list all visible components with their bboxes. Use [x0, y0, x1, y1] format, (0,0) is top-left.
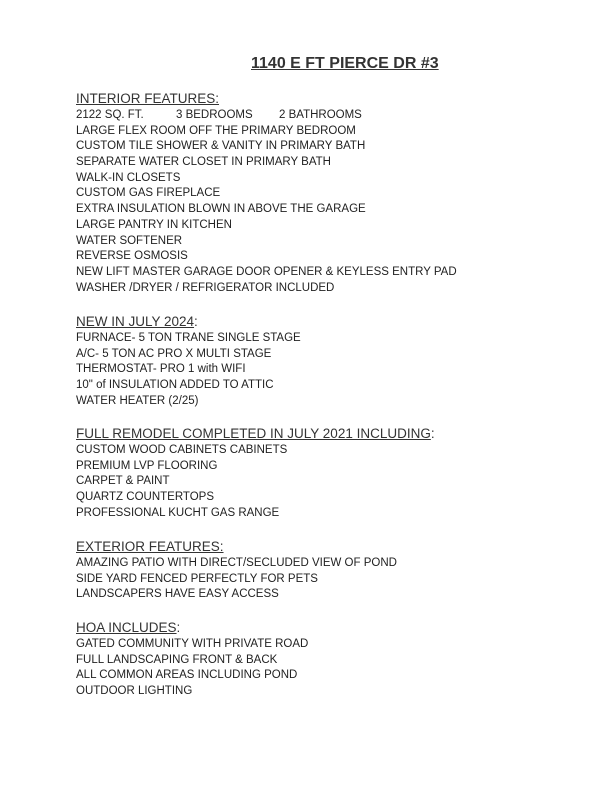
section-heading	[76, 313, 576, 331]
list-item: FULL LANDSCAPING FRONT & BACK	[76, 653, 278, 666]
list-item: CUSTOM WOOD CABINETS CABINETS	[76, 444, 288, 456]
list-item: WATER HEATER (2/25)	[76, 394, 199, 407]
list-item: PROFESSIONAL KUCHT GAS RANGE	[76, 506, 280, 519]
list-item: FURNACE- 5 TON TRANE SINGLE STAGE	[76, 332, 301, 344]
heading-colon: :	[176, 620, 181, 635]
list-item: GATED COMMUNITY WITH PRIVATE ROAD	[76, 638, 309, 650]
section-heading	[76, 619, 576, 637]
list-item: 10" of INSULATION ADDED TO ATTIC	[76, 379, 274, 392]
full-remodel-heading: FULL REMODEL COMPLETED IN JULY 2021 INCLUDING	[76, 426, 431, 441]
list-item: LARGE FLEX ROOM OFF THE PRIMARY BEDROOM	[76, 124, 356, 137]
section-heading	[76, 90, 576, 108]
list-item: REVERSE OSMOSIS	[76, 250, 188, 263]
list-item: WASHER /DRYER / REFRIGERATOR INCLUDED	[76, 281, 335, 294]
list-item: LANDSCAPERS HAVE EASY ACCESS	[76, 588, 279, 601]
list-item: NEW LIFT MASTER GARAGE DOOR OPENER & KEYLESS ENTRY PAD	[76, 265, 457, 278]
bathrooms: 2 BATHROOMS	[279, 109, 362, 121]
full-remodel-section	[76, 425, 576, 521]
list-item: CUSTOM GAS FIREPLACE	[76, 187, 221, 200]
page-title: 1140 E FT PIERCE DR #3	[251, 55, 439, 72]
list-item: EXTRA INSULATION BLOWN IN ABOVE THE GARAGE	[76, 203, 366, 216]
list-item: WALK-IN CLOSETS	[76, 171, 181, 184]
list-item: A/C- 5 TON AC PRO X MULTI STAGE	[76, 347, 272, 360]
list-item: LARGE PANTRY IN KITCHEN	[76, 218, 232, 231]
interior-features-section	[76, 90, 576, 296]
list-item: WATER SOFTENER	[76, 234, 183, 247]
new-in-2024-section	[76, 313, 576, 409]
hoa-includes-section	[76, 619, 576, 700]
heading-colon: :	[430, 426, 435, 441]
bedrooms: 3 BEDROOMS	[176, 109, 253, 121]
exterior-features-section	[76, 538, 576, 603]
list-item: PREMIUM LVP FLOORING	[76, 459, 218, 472]
list-item: THERMOSTAT- PRO 1 with WIFI	[76, 363, 246, 376]
square-feet: 2122 SQ. FT.	[76, 109, 144, 121]
list-item: ALL COMMON AREAS INCLUDING POND	[76, 669, 298, 682]
list-item: SIDE YARD FENCED PERFECTLY FOR PETS	[76, 572, 318, 585]
list-item: CARPET & PAINT	[76, 475, 170, 488]
list-item: AMAZING PATIO WITH DIRECT/SECLUDED VIEW OF POND	[76, 557, 397, 569]
new-in-2024-heading: NEW IN JULY 2024	[76, 314, 195, 329]
interior-features-heading: INTERIOR FEATURES:	[76, 91, 220, 106]
list-item: CUSTOM TILE SHOWER & VANITY IN PRIMARY BATH	[76, 140, 366, 153]
heading-colon: :	[194, 314, 198, 329]
hoa-includes-heading: HOA INCLUDES	[76, 620, 177, 635]
section-heading	[76, 425, 576, 443]
list-item: QUARTZ COUNTERTOPS	[76, 491, 215, 504]
exterior-features-heading: EXTERIOR FEATURES:	[76, 539, 224, 554]
property-stats-line	[76, 108, 576, 124]
section-heading	[76, 538, 576, 556]
list-item: SEPARATE WATER CLOSET IN PRIMARY BATH	[76, 156, 331, 169]
list-item: OUTDOOR LIGHTING	[76, 685, 193, 698]
